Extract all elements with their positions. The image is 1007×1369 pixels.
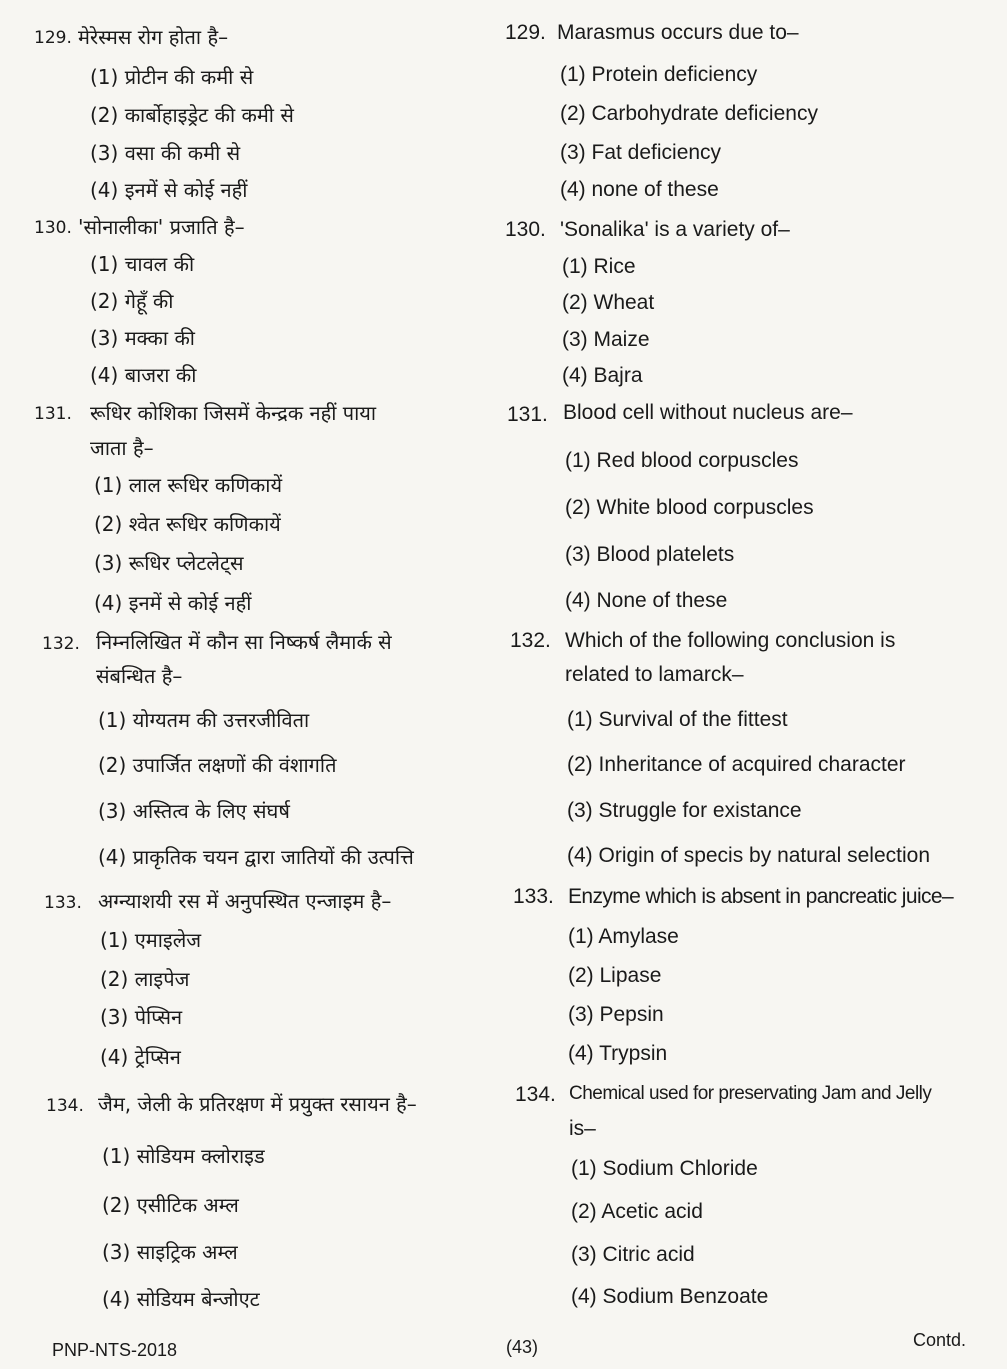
option: (1) Red blood corpuscles	[565, 449, 799, 472]
question-text: Marasmus occurs due to–	[557, 21, 799, 44]
option: (3) वसा की कमी से	[90, 141, 241, 165]
question-text: related to lamarck–	[565, 663, 744, 686]
option: (3) रूधिर प्लेटलेट्स	[94, 551, 244, 575]
question-text: Chemical used for preservating Jam and Jelly	[569, 1083, 932, 1104]
option: (1) योग्यतम की उत्तरजीविता	[98, 708, 310, 732]
option: (4) Sodium Benzoate	[571, 1285, 769, 1308]
question-text: 'सोनालीका' प्रजाति है–	[78, 215, 245, 239]
option: (3) मक्का की	[90, 326, 195, 350]
question-number: 130.	[34, 218, 72, 238]
question-number: 134.	[515, 1083, 556, 1106]
question-number: 132.	[510, 629, 551, 652]
question-number: 131.	[34, 404, 72, 424]
question-text: is–	[569, 1117, 596, 1140]
option: (1) एमाइलेज	[100, 928, 202, 952]
exam-code: PNP-NTS-2018	[52, 1340, 178, 1360]
option: (4) ट्रेप्सिन	[100, 1045, 181, 1069]
question-text: जाता है–	[90, 436, 154, 460]
question-text: Blood cell without nucleus are–	[563, 401, 853, 424]
option: (2) उपार्जित लक्षणों की वंशागति	[98, 753, 337, 777]
question-number: 133.	[44, 893, 82, 913]
option: (2) Inheritance of acquired character	[567, 753, 906, 776]
option: (3) Fat deficiency	[560, 141, 722, 164]
option: (2) Acetic acid	[571, 1200, 703, 1223]
option: (1) सोडियम क्लोराइड	[102, 1144, 265, 1168]
question-number: 130.	[505, 218, 546, 241]
question-number: 131.	[507, 403, 548, 426]
option: (3) Struggle for existance	[567, 799, 802, 822]
question-text: Enzyme which is absent in pancreatic juice–	[568, 885, 954, 908]
option: (2) श्वेत रूधिर कणिकायें	[94, 512, 281, 536]
option: (1) Protein deficiency	[560, 63, 758, 86]
option: (3) साइट्रिक अम्ल	[102, 1240, 238, 1264]
question-text: जैम, जेली के प्रतिरक्षण में प्रयुक्त रसायन है–	[98, 1092, 417, 1116]
option: (3) Blood platelets	[565, 543, 735, 566]
option: (2) एसीटिक अम्ल	[102, 1193, 239, 1217]
option: (2) लाइपेज	[100, 967, 190, 991]
question-text: मेरेस्मस रोग होता है–	[78, 25, 229, 49]
option: (2) गेहूँ की	[90, 289, 174, 313]
option: (4) none of these	[560, 178, 719, 201]
question-number: 134.	[46, 1096, 84, 1116]
question-text: अग्न्याशयी रस में अनुपस्थित एन्जाइम है–	[98, 889, 392, 913]
question-text: निम्नलिखित में कौन सा निष्कर्ष लैमार्क से	[96, 630, 392, 654]
option: (3) Maize	[562, 328, 650, 351]
option: (4) बाजरा की	[90, 363, 197, 387]
option: (1) Sodium Chloride	[571, 1157, 758, 1180]
option: (2) Wheat	[562, 291, 655, 314]
option: (4) Origin of specis by natural selection	[567, 844, 930, 867]
question-text: संबन्धित है–	[96, 664, 183, 688]
question-number: 133.	[513, 885, 554, 908]
option: (3) Pepsin	[568, 1003, 664, 1026]
question-text: Which of the following conclusion is	[565, 629, 896, 652]
option: (1) Survival of the fittest	[567, 708, 788, 731]
option: (3) अस्तित्व के लिए संघर्ष	[98, 799, 290, 823]
option: (1) चावल की	[90, 252, 195, 276]
question-text: 'Sonalika' is a variety of–	[560, 218, 790, 241]
page-number: (43)	[506, 1337, 539, 1357]
continued-label: Contd.	[913, 1330, 967, 1350]
option: (4) सोडियम बेन्जोएट	[102, 1287, 260, 1311]
option: (1) Rice	[562, 255, 636, 278]
option: (2) Carbohydrate deficiency	[560, 102, 818, 125]
option: (4) Bajra	[562, 364, 643, 387]
option: (4) इनमें से कोई नहीं	[90, 178, 248, 202]
question-text: रूधिर कोशिका जिसमें केन्द्रक नहीं पाया	[90, 401, 377, 425]
option: (2) White blood corpuscles	[565, 496, 814, 519]
option: (1) लाल रूधिर कणिकायें	[94, 473, 283, 497]
option: (4) प्राकृतिक चयन द्वारा जातियों की उत्पत्ति	[98, 845, 414, 869]
option: (1) Amylase	[568, 925, 679, 948]
option: (3) Citric acid	[571, 1243, 695, 1266]
question-number: 129.	[505, 21, 546, 44]
option: (3) पेप्सिन	[100, 1005, 183, 1029]
option: (4) Trypsin	[568, 1042, 668, 1065]
option: (2) कार्बोहाइड्रेट की कमी से	[90, 103, 294, 127]
option: (2) Lipase	[568, 964, 662, 987]
option: (4) None of these	[565, 589, 728, 612]
question-number: 132.	[42, 634, 80, 654]
question-number: 129.	[34, 28, 72, 48]
option: (1) प्रोटीन की कमी से	[90, 65, 254, 89]
option: (4) इनमें से कोई नहीं	[94, 591, 252, 615]
